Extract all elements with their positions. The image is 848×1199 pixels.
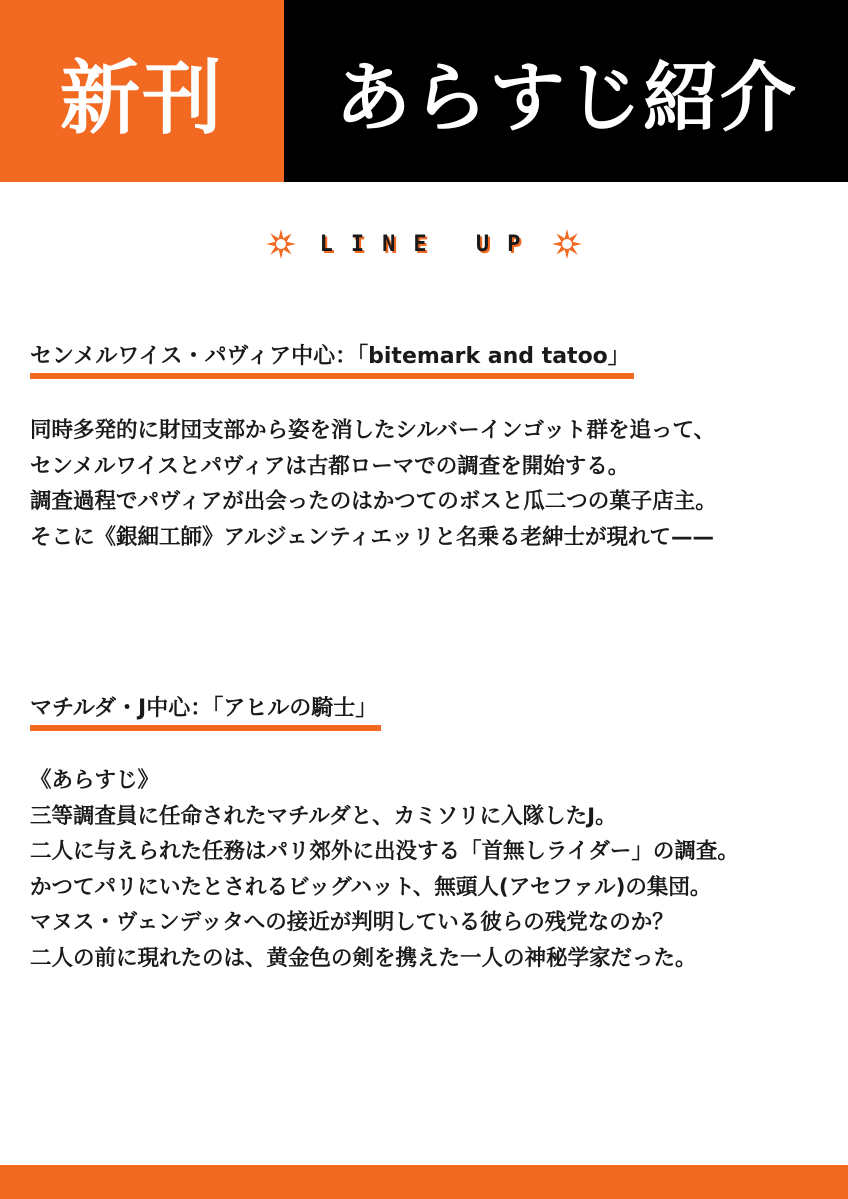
synopsis-duck-knight [30, 763, 830, 976]
lineup-label: LINE UP [319, 231, 539, 257]
synopsis-line: かつてパリにいたとされるビッグハット、無頭人(アセファル)の集団。 [30, 874, 712, 900]
synopsis-line: 《あらすじ》 [30, 768, 160, 793]
synopsis-line: 同時多発的に財団支部から姿を消したシルバーインゴット群を追って、 [30, 418, 716, 443]
synopsis-line: マヌス・ヴェンデッタへの接近が判明している彼らの残党なのか？ [30, 910, 674, 935]
lineup-heading [0, 224, 848, 264]
synopsis-line: 二人の前に現れたのは、黄金色の剣を携えた一人の神秘学家だった。 [30, 945, 697, 971]
page-title: あらすじ紹介 [335, 52, 797, 142]
sun-burst-icon [266, 229, 296, 259]
header-banner [0, 0, 848, 182]
header-title-block [284, 0, 848, 182]
synopsis-line: 調査過程でパヴィアが出会ったのはかつてのボスと瓜二つの菓子店主。 [30, 489, 717, 514]
synopsis-bitemark [30, 413, 830, 555]
new-release-badge [0, 0, 284, 182]
section-title-duck-knight: マチルダ・J中心：「アヒルの騎士」 [30, 695, 381, 731]
badge-text: 新刊 [60, 51, 224, 145]
synopsis-line: 三等調査員に任命されたマチルダと、カミソリに入隊したJ。 [30, 803, 617, 829]
sun-burst-icon [552, 229, 582, 259]
synopsis-line: そこに《銀細工師》アルジェンティエッリと名乗る老紳士が現れて—— [30, 524, 715, 550]
synopsis-line: センメルワイスとパヴィアは古都ローマでの調査を開始する。 [30, 453, 630, 479]
synopsis-line: 二人に与えられた任務はパリ郊外に出没する「首無しライダー」の調査。 [30, 839, 739, 864]
footer-bar [0, 1165, 848, 1199]
section-title-bitemark: センメルワイス・パヴィア中心：「bitemark and tatoo」 [30, 343, 634, 379]
